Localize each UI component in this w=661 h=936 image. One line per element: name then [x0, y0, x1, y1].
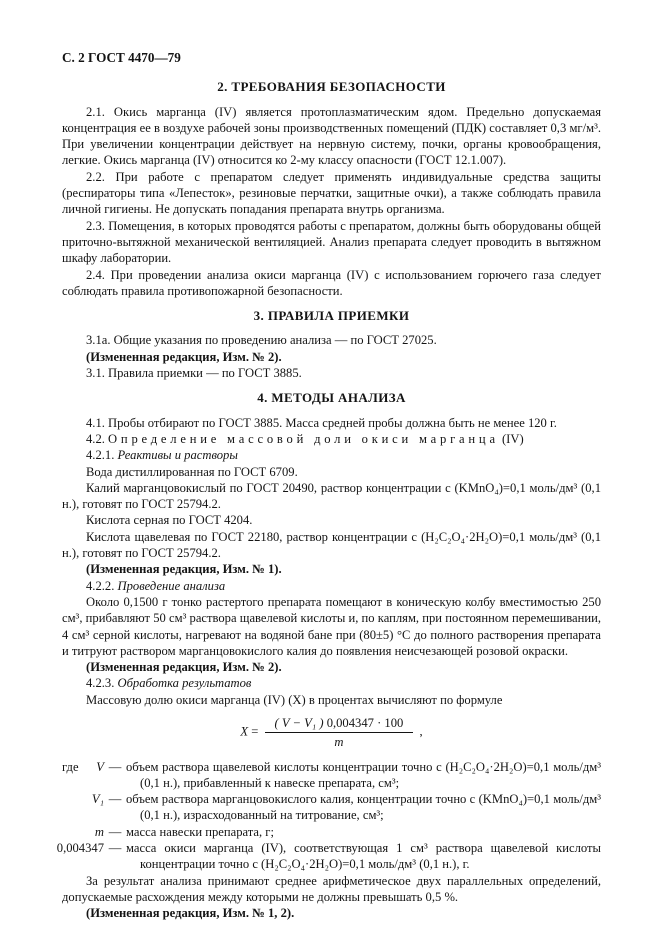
- legend-def-v: объем раствора щавелевой кислоты концентрации точно с (H₂C₂O₄·2H₂O)=0,1 моль/дм³ (0,1 н.), прибавленный к навеске препарата, см³;: [126, 759, 601, 790]
- paragraph-result: За результат анализа принимают среднее арифметическое двух параллельных определений, допускаемые расхождения между которыми не должны превышать 0,5 %.: [62, 873, 601, 904]
- paragraph-2-4: 2.4. При проведении анализа окиси марганца (IV) с использованием горючего газа следует соблюдать правила противопожарной безопасности.: [62, 267, 601, 298]
- legend-term-cell: [62, 824, 104, 840]
- subsection-4-2-1-label: [62, 447, 601, 463]
- formula-comma: ,: [419, 724, 423, 739]
- page-header: С. 2 ГОСТ 4470—79: [62, 50, 181, 65]
- amendment-note-2: (Измененная редакция, Изм. № 1).: [86, 562, 282, 577]
- legend-row-v1: [62, 791, 601, 824]
- paragraph-4-2-title: Определение массовой доли окиси марганца: [108, 431, 499, 446]
- formula-fraction: [265, 715, 414, 751]
- subsection-4-2-2-label: [62, 578, 601, 594]
- paragraph-3-1a: 3.1а. Общие указания по проведению анализа — по ГОСТ 27025.: [86, 333, 437, 348]
- paragraph-shchavel: Кислота щавелевая по ГОСТ 22180, раствор концентрации с (H₂C₂O₄·2H₂O)=0,1 моль/дм³ (0,1 н.), готовят по ГОСТ 25794.2.: [62, 529, 601, 561]
- section-3-heading: 3. ПРАВИЛА ПРИЕМКИ: [253, 308, 410, 324]
- legend-def-coefficient: масса окиси марганца (IV), соответствующая 1 см³ раствора щавелевой кислоты концентрации точно с (H₂C₂O₄·2H₂O)=0,1 моль/дм³ (0,1 н.), г.: [126, 841, 601, 872]
- section-4-heading: 4. МЕТОДЫ АНАЛИЗА: [257, 390, 406, 406]
- subsection-4-2-3-label: [62, 675, 601, 691]
- subsection-4-2-3-title: Обработка результатов: [117, 676, 252, 691]
- formula-numerator-constants: 0,004347 · 100: [326, 715, 404, 730]
- legend-term-v1: V₁: [91, 792, 104, 807]
- legend-row-m: [62, 824, 601, 840]
- paragraph-4-2: [62, 431, 601, 447]
- legend-dash: —: [108, 824, 122, 839]
- legend-row-coefficient: [56, 840, 601, 873]
- amendment-note-3: (Измененная редакция, Изм. № 2).: [86, 660, 282, 675]
- legend-dash: —: [108, 792, 122, 807]
- formula: [62, 715, 601, 751]
- legend-dash: —: [108, 759, 122, 774]
- paragraph-4-2-tail: (IV): [501, 431, 524, 446]
- paragraph-2-2: 2.2. При работе с препаратом следует применять индивидуальные средства защиты (респираторы типа «Лепесток», резиновые перчатки, защитные очки), а также соблюдать правила личной гигиены. Не допускать попадания препарата внутрь организма.: [62, 169, 601, 217]
- legend-term-cell: [56, 840, 104, 873]
- amendment-note-4: (Измененная редакция, Изм. № 1, 2).: [86, 906, 295, 921]
- subsection-4-2-3-number: 4.2.3.: [86, 676, 115, 691]
- legend-term-coefficient: 0,004347: [56, 841, 104, 856]
- legend-row-v: [62, 759, 601, 792]
- legend-def-m: масса навески препарата, г;: [126, 824, 274, 839]
- legend-term-cell: [62, 791, 104, 824]
- paragraph-mass-intro: Массовую долю окиси марганца (IV) (X) в процентах вычисляют по формуле: [86, 692, 503, 707]
- legend-def-v1: объем раствора марганцовокислого калия, концентрации точно с (KMnO₄)=0,1 моль/дм³ (0,1 н.), израсходованный на титрование, см³;: [126, 792, 601, 823]
- formula-lhs: X: [240, 724, 249, 739]
- formula-denominator: m: [334, 735, 344, 750]
- legend-term-v: V: [96, 759, 104, 774]
- paragraph-kaliy: Калий марганцовокислый по ГОСТ 20490, раствор концентрации с (KMnO₄)=0,1 моль/дм³ (0,1 н.), готовят по ГОСТ 25794.2.: [62, 480, 601, 512]
- formula-equals-sign: =: [251, 724, 259, 739]
- section-2-heading: 2. ТРЕБОВАНИЯ БЕЗОПАСНОСТИ: [217, 79, 446, 95]
- subsection-4-2-1-title: Реактивы и растворы: [117, 448, 238, 463]
- subsection-4-2-2-number: 4.2.2.: [86, 578, 115, 593]
- legend-term-m: m: [94, 824, 104, 839]
- legend-dash: —: [108, 841, 122, 856]
- paragraph-2-1: 2.1. Окись марганца (IV) является протоплазматическим ядом. Предельно допускаемая концентрация ее в воздухе рабочей зоны производственных помещений (ПДК) составляет 0,3 мг/м³. При увеличении концентрации действует на нервную систему, почки, органы кровообращения, легкие. Окись марганца (IV) относится ко 2-му классу опасности (ГОСТ 12.1.007).: [62, 104, 601, 168]
- paragraph-4-1: 4.1. Пробы отбирают по ГОСТ 3885. Масса средней пробы должна быть не менее 120 г.: [86, 415, 557, 430]
- formula-numerator: [265, 715, 414, 733]
- subsection-4-2-1-number: 4.2.1.: [86, 448, 115, 463]
- paragraph-analiz: Около 0,1500 г тонко растертого препарата помещают в коническую колбу вместимостью 250 см³, прибавляют 50 см³ раствора щавелевой кислоты и, по каплям, при постоянном перемешивании, 4 см³ серной кислоты, нагревают на водяной бане при (80±5) °С до полного растворения препарата и титруют раствором марганцовокислого калия до появления неисчезающей розовой окраски.: [62, 594, 601, 658]
- legend-where-label: где: [62, 759, 79, 774]
- paragraph-4-2-number: 4.2.: [86, 431, 105, 446]
- paragraph-2-3: 2.3. Помещения, в которых проводятся работы с препаратом, должны быть оборудованы общей приточно-вытяжной механической вентиляцией. Анализ препарата следует проводить в вытяжном шкафу лаборатории.: [62, 218, 601, 266]
- legend-term-cell: [62, 759, 104, 792]
- amendment-note-1: (Измененная редакция, Изм. № 2).: [86, 349, 282, 364]
- paragraph-water: Вода дистиллированная по ГОСТ 6709.: [86, 464, 298, 479]
- paragraph-sernaya: Кислота серная по ГОСТ 4204.: [86, 513, 253, 528]
- formula-numerator-vars: ( V − V₁ ): [274, 715, 324, 730]
- paragraph-3-1: 3.1. Правила приемки — по ГОСТ 3885.: [86, 366, 302, 381]
- formula-legend: [56, 759, 601, 873]
- subsection-4-2-2-title: Проведение анализа: [117, 578, 226, 593]
